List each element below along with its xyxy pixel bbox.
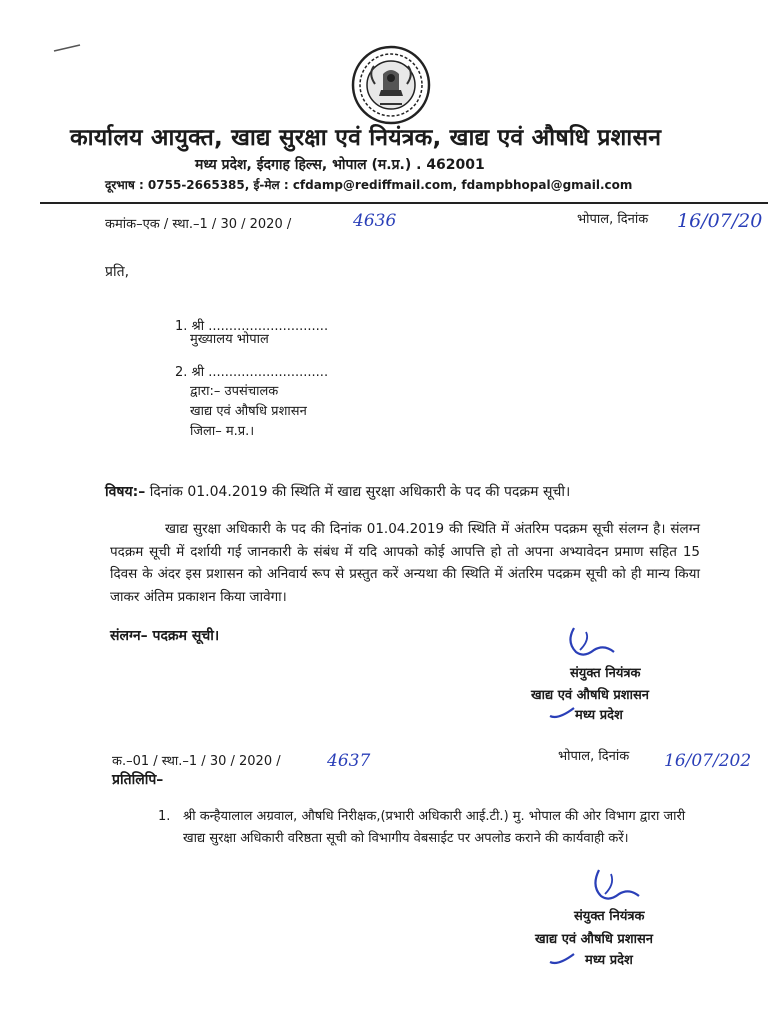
recipient-2-via: द्वारा:– उपसंचालक <box>190 384 279 399</box>
signatory-1-state: मध्य प्रदेश <box>575 708 623 723</box>
reference-number: कमांक–एक / स्था.–1 / 30 / 2020 / <box>105 217 292 232</box>
recipient-1-office: मुख्यालय भोपाल <box>190 332 269 347</box>
subject-label: विषय:– <box>105 484 146 500</box>
pen-tick-2 <box>548 950 578 968</box>
copy-to-label: प्रतिलिपि– <box>112 772 164 788</box>
header-divider <box>40 202 768 204</box>
copy-place-date-label: भोपाल, दिनांक <box>558 749 630 764</box>
recipient-2-name: 2. श्री ............................. <box>175 365 329 380</box>
signatory-1-department: खाद्य एवं औषधि प्रशासन <box>531 688 649 703</box>
office-title: कार्यालय आयुक्त, खाद्य सुरक्षा एवं नियंत्रक, खाद्य एवं औषधि प्रशासन <box>70 125 662 151</box>
copy-date-handwritten: 16/07/202 <box>664 751 752 771</box>
recipient-2-district: जिला– म.प्र.। <box>190 424 255 439</box>
salutation: प्रति, <box>105 264 130 280</box>
date-handwritten: 16/07/20 <box>677 210 763 232</box>
subject-line <box>105 482 570 501</box>
signatory-1-designation: संयुक्त नियंत्रक <box>570 666 641 681</box>
recipient-1-name: 1. श्री ............................. <box>175 319 329 334</box>
copy-reference-number-handwritten: 4637 <box>327 751 371 771</box>
copy-to-item <box>158 806 703 850</box>
office-contact: दूरभाष : 0755-2665385, ई-मेल : cfdamp@rediffmail.com, fdampbhopal@gmail.com <box>105 178 633 192</box>
signatory-2-designation: संयुक्त नियंत्रक <box>574 909 645 924</box>
subject-text: दिनांक 01.04.2019 की स्थिति में खाद्य सुरक्षा अधिकारी के पद की पदक्रम सूची। <box>149 484 571 500</box>
place-date-label: भोपाल, दिनांक <box>577 212 649 227</box>
enclosure-line: संलग्न– पदक्रम सूची। <box>110 628 220 644</box>
pen-tick-1 <box>548 704 578 722</box>
recipient-2-department: खाद्य एवं औषधि प्रशासन <box>190 404 307 419</box>
signatory-2-state: मध्य प्रदेश <box>585 953 633 968</box>
body-paragraph: खाद्य सुरक्षा अधिकारी के पद की दिनांक 01.04.2019 की स्थिति में अंतरिम पदक्रम सूची संलग्न है। संलग्न पदक्रम सूची में दर्शायी गई जानकारी के संबंध में यदि आपको कोई आपत्ति हो तो अपना अभ्यावेदन प्रमाण सहित 15 दिवस के अंदर इस प्रशासन को अनिवार्य रूप से प्रस्तुत करें अन्यथा की स्थिति में अंतरिम पदक्रम सूची को ही मान्य किया जाकर अंतिम प्रकाशन किया जावेगा। <box>110 521 700 605</box>
office-address: मध्य प्रदेश, ईदगाह हिल्स, भोपाल (म.प्र.) . 462001 <box>195 157 485 173</box>
copy-reference-number: क.–01 / स्था.–1 / 30 / 2020 / <box>112 754 281 769</box>
signature-1 <box>560 622 620 667</box>
pen-mark <box>52 41 82 55</box>
signatory-2-department: खाद्य एवं औषधि प्रशासन <box>535 932 653 947</box>
signature-2 <box>585 866 645 911</box>
copy-to-item-number: 1. <box>158 809 171 824</box>
reference-number-handwritten: 4636 <box>353 211 397 231</box>
copy-to-item-text: श्री कन्हैयालाल अग्रवाल, औषधि निरीक्षक,(प्रभारी अधिकारी आई.टी.) मु. भोपाल की ओर विभाग द्वारा जारी खाद्य सुरक्षा अधिकारी वरिष्ठता सूची को विभागीय वेबसाईट पर अपलोड कराने की कार्यवाही करें। <box>183 809 686 846</box>
state-emblem-icon <box>350 44 432 126</box>
